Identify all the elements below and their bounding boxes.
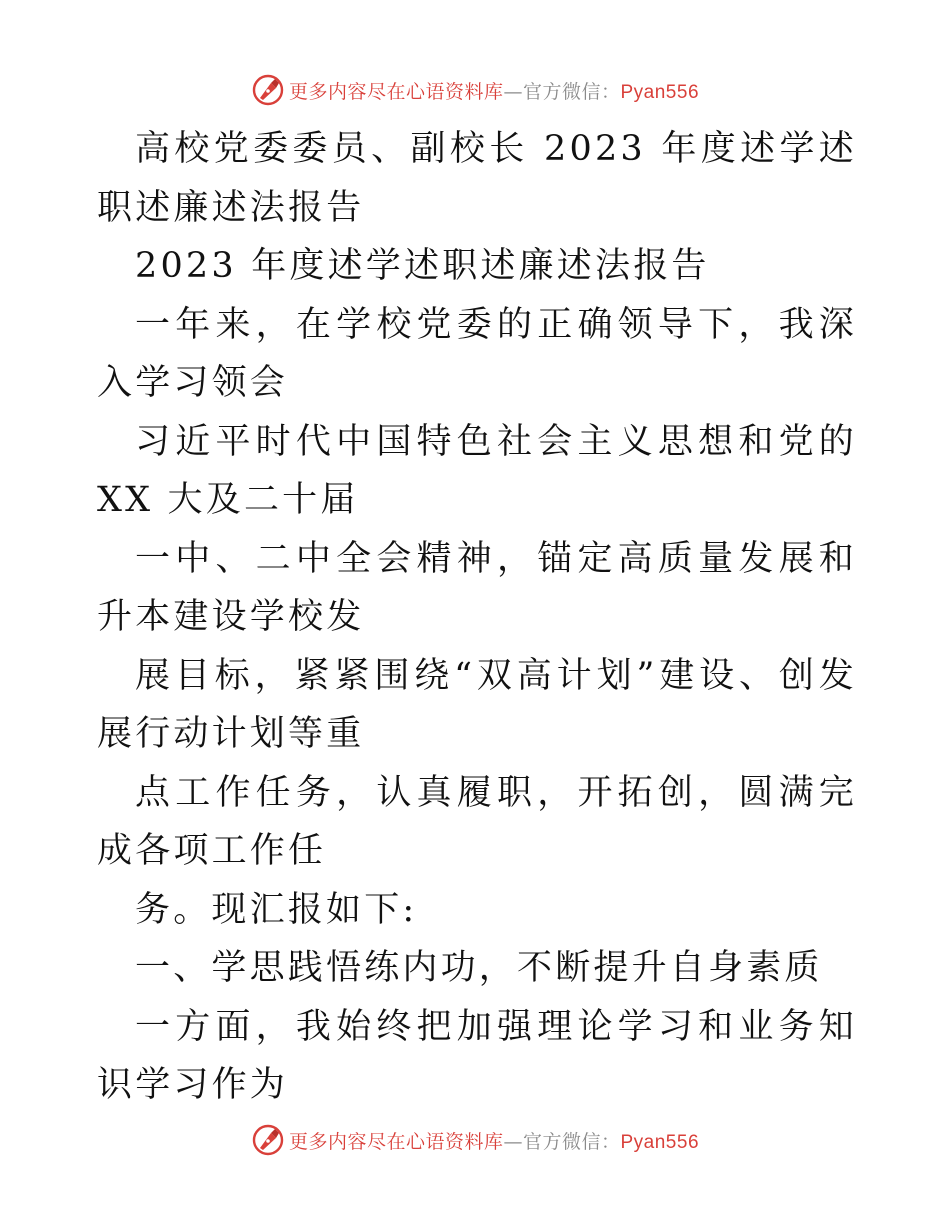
document-body (97, 120, 857, 1115)
body-paragraph: 一中、二中全会精神，锚定高质量发展和升本建设学校发 (97, 538, 857, 637)
watermark-account: Pyan556 (620, 1131, 700, 1153)
body-paragraph: 一方面，我始终把加强理论学习和业务知识学习作为 (97, 1006, 857, 1105)
footer-watermark (0, 1120, 950, 1160)
body-paragraph: 习近平时代中国特色社会主义思想和党的 XX 大及二十届 (97, 421, 857, 520)
document-title: 高校党委委员、副校长 2023 年度述学述职述廉述法报告 (97, 129, 857, 228)
header-watermark (0, 70, 950, 110)
pen-nib-logo-icon (251, 1123, 285, 1157)
watermark-official: 官方微信： (522, 1130, 621, 1153)
document-subtitle: 2023 年度述学述职述廉述法报告 (135, 246, 710, 286)
watermark-brand: 更多内容尽在心语资料库 (288, 80, 504, 103)
watermark-separator: — (503, 80, 523, 103)
body-paragraph: 展目标，紧紧围绕“双高计划”建设、创发展行动计划等重 (97, 655, 857, 754)
body-paragraph: 一年来，在学校党委的正确领导下，我深入学习领会 (97, 304, 857, 403)
body-paragraph: 务。现汇报如下: (135, 889, 418, 930)
section-heading: 一、学思践悟练内功，不断提升自身素质 (135, 948, 823, 988)
watermark-official: 官方微信： (522, 80, 621, 103)
pen-nib-logo-icon (251, 73, 285, 107)
body-paragraph: 点工作任务，认真履职，开拓创，圆满完成各项工作任 (97, 772, 857, 871)
watermark-brand: 更多内容尽在心语资料库 (288, 1130, 504, 1153)
watermark-separator: — (503, 1130, 523, 1153)
watermark-account: Pyan556 (620, 81, 700, 103)
